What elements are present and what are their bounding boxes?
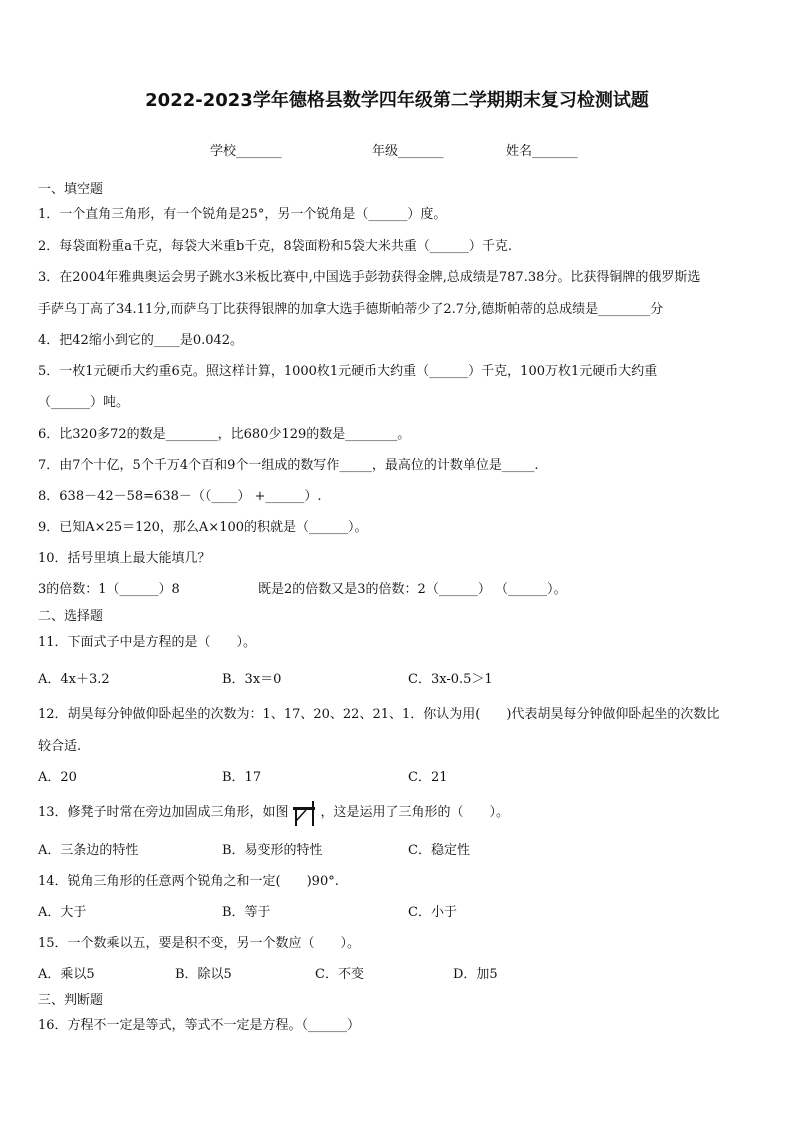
question-12-line-2: 较合适. [38,739,82,754]
question-10-part-b: 既是2的倍数又是3的倍数：2（______） （______）。 [258,582,567,597]
question-15: 15．一个数乘以五，要是积不变，另一个数应（ ）。 [38,936,361,951]
question-15-option-d: D．加5 [453,967,498,982]
stool-triangle-figure [291,799,319,827]
question-9: 9．已知A×25＝120，那么A×100的积就是（______）。 [38,520,368,535]
question-12-option-b: B．17 [222,770,262,785]
name-field: 姓名_______ [506,144,578,159]
question-14: 14．锐角三角形的任意两个锐角之和一定( )90°. [38,874,339,889]
question-7: 7．由7个十亿，5个千万4个百和9个一组成的数写作_____，最高位的计数单位是_____. [38,458,539,473]
question-3-line-1: 3．在2004年雅典奥运会男子跳水3米板比赛中,中国选手彭勃获得金牌,总成绩是787.38分。比获得铜牌的俄罗斯选 [38,270,701,285]
question-6: 6．比320多72的数是________，比680少129的数是________。 [38,427,411,442]
question-3-line-2: 手萨乌丁高了34.11分,而萨乌丁比获得银牌的加拿大选手德斯帕蒂少了2.7分,德斯帕蒂的总成绩是________分 [38,302,664,317]
question-11-option-c: C．3x-0.5＞1 [408,672,493,687]
question-15-option-a: A．乘以5 [38,967,95,982]
page-title: 2022-2023学年德格县数学四年级第二学期期末复习检测试题 [145,90,649,111]
question-15-option-c: C．不变 [315,967,364,982]
question-12-option-a: A．20 [38,770,77,785]
section-fill-in: 一、填空题 [38,182,104,197]
question-12-option-c: C．21 [408,770,448,785]
school-field: 学校_______ [210,144,282,159]
question-11-option-b: B．3x＝0 [222,672,282,687]
section-choice: 二、选择题 [38,609,104,624]
question-2: 2．每袋面粉重a千克，每袋大米重b千克，8袋面粉和5袋大米共重（______）千克. [38,239,513,254]
question-14-option-a: A．大于 [38,905,87,920]
question-13-option-a: A．三条边的特性 [38,843,139,858]
question-16: 16．方程不一定是等式，等式不一定是方程。（______） [38,1018,361,1033]
question-14-option-c: C．小于 [408,905,457,920]
question-8: 8．638－42－58=638－（（____） +______）. [38,489,322,504]
question-11-option-a: A．4x＋3.2 [38,672,110,687]
question-10-part-a: 3的倍数：1（______）8 [38,582,180,597]
section-judgment: 三、判断题 [38,993,104,1008]
question-15-option-b: B．除以5 [175,967,232,982]
question-11: 11．下面式子中是方程的是（ ）。 [38,635,257,650]
question-13-option-b: B．易变形的特性 [222,843,323,858]
question-5-line-2: （______）吨。 [38,395,130,410]
question-13-text-end: ，这是运用了三角形的（ ）。 [320,805,510,820]
grade-field: 年级_______ [372,144,444,159]
question-13 [38,798,509,828]
question-13-text-start: 13．修凳子时常在旁边加固成三角形，如图 [38,805,289,820]
question-1: 1．一个直角三角形，有一个锐角是25°，另一个锐角是（______）度。 [38,207,447,222]
question-4: 4．把42缩小到它的____是0.042。 [38,333,244,348]
question-13-option-c: C．稳定性 [408,843,470,858]
question-10: 10．括号里填上最大能填几？ [38,551,211,566]
question-12-line-1: 12．胡昊每分钟做仰卧起坐的次数为：1、17、20、22、21、1．你认为用( )代表胡昊每分钟做仰卧起坐的次数比 [38,707,720,722]
question-14-option-b: B．等于 [222,905,271,920]
question-5-line-1: 5．一枚1元硬币大约重6克。照这样计算，1000枚1元硬币大约重（______）千克，100万枚1元硬币大约重 [38,364,658,379]
